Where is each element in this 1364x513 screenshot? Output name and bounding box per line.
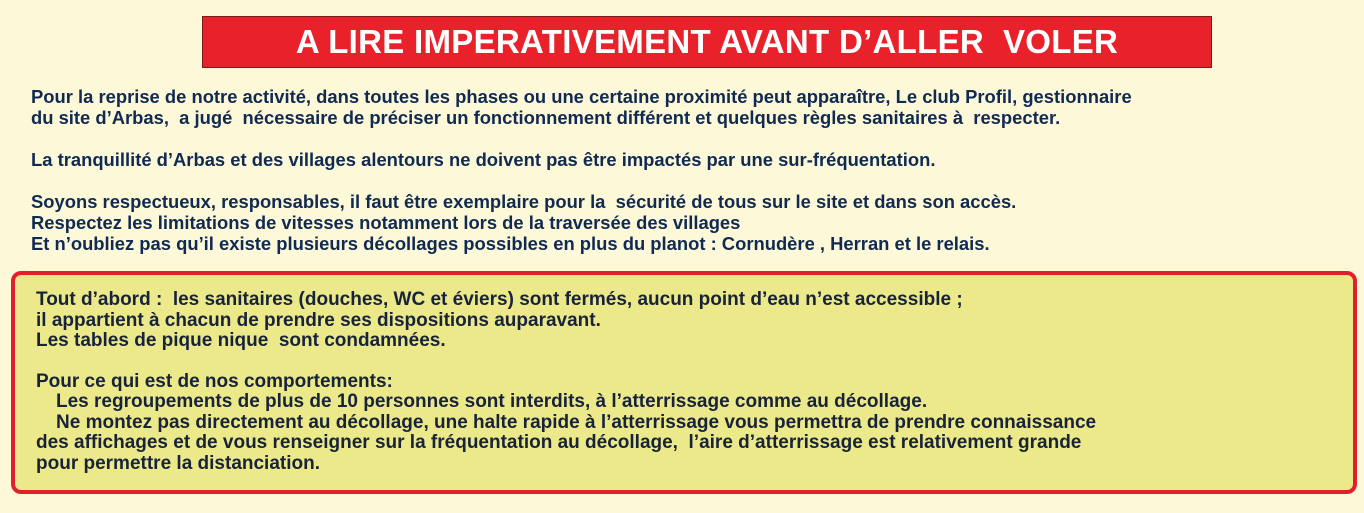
rules-line: Ne montez pas directement au décollage, une halte rapide à l’atterrissage vous permettra de prendre connaissance — [56, 411, 1097, 433]
rules-line: Les tables de pique nique sont condamnées. — [36, 330, 446, 351]
intro-line: du site d’Arbas, a jugé nécessaire de préciser un fonctionnement différent et quelques règles sanitaires à respecter. — [31, 107, 1061, 128]
rules-line: pour permettre la distanciation. — [36, 452, 320, 474]
intro-line: Respectez les limitations de vitesses notamment lors de la traversée des villages — [31, 212, 741, 233]
rules-line: Les regroupements de plus de 10 personnes sont interdits, à l’atterrissage comme au décollage. — [56, 391, 928, 412]
rules-line: des affichages et de vous renseigner sur la fréquentation au décollage, l’aire d’atterrissage est relativement grande — [36, 432, 1082, 453]
intro-line: Soyons respectueux, responsables, il faut être exemplaire pour la sécurité de tous sur le site et dans son accès. — [31, 191, 1017, 212]
intro-line: Et n’oubliez pas qu’il existe plusieurs décollages possibles en plus du planot : Cornudère , Herran et le relais. — [31, 233, 990, 254]
title-banner — [202, 16, 1212, 68]
intro-line: Pour la reprise de notre activité, dans toutes les phases ou une certaine proximité peut apparaître, Le club Profil, gestionnaire — [31, 86, 1132, 107]
intro-section — [31, 86, 1356, 254]
page-title: A LIRE IMPERATIVEMENT AVANT D’ALLER VOLER — [295, 23, 1119, 60]
rules-line: Tout d’abord : les sanitaires (douches, WC et éviers) sont fermés, aucun point d’eau n’est accessible ; — [36, 289, 963, 310]
intro-line: La tranquillité d’Arbas et des villages alentours ne doivent pas être impactés par une sur-fréquentation. — [31, 149, 936, 170]
rules-line: il appartient à chacun de prendre ses dispositions auparavant. — [36, 309, 601, 331]
sanitary-rules-text — [36, 290, 1354, 474]
rules-heading: Pour ce qui est de nos comportements: — [36, 370, 393, 392]
